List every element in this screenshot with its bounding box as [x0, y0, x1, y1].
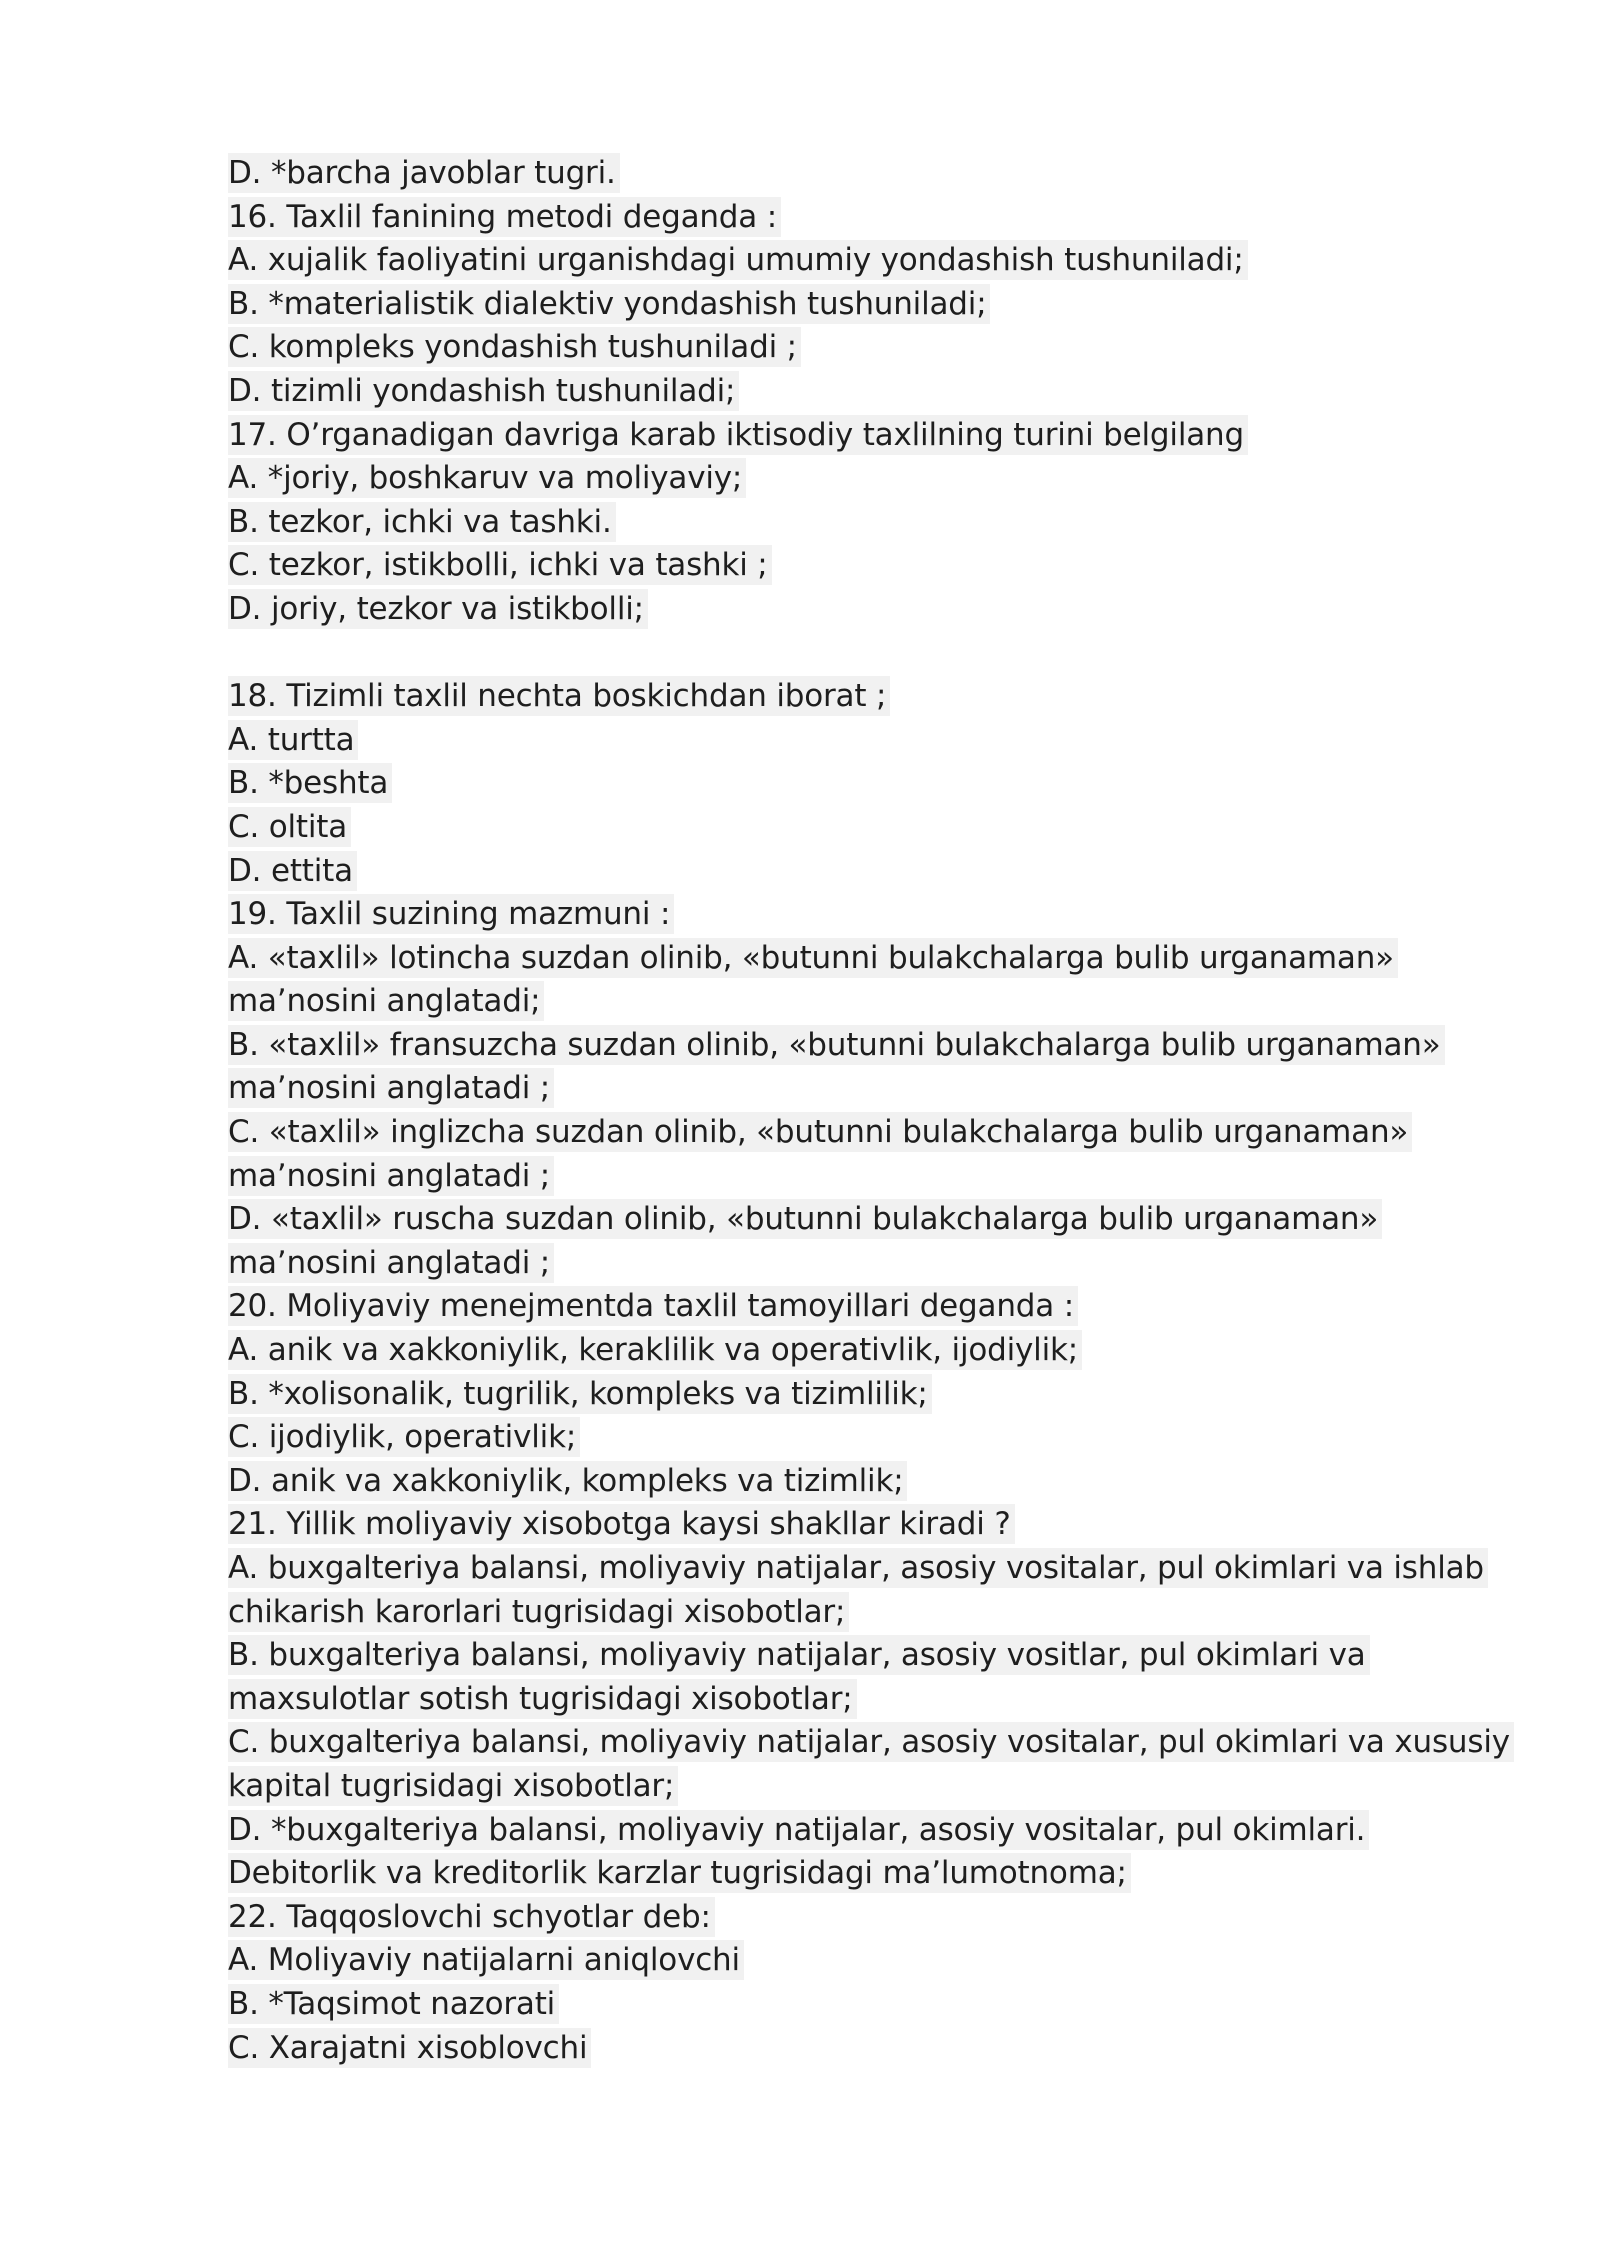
answer-line	[228, 501, 1488, 545]
line-text: maxsulotlar sotish tugrisidagi xisobotlar;	[228, 1679, 857, 1719]
question-line	[228, 1896, 1488, 1940]
answer-line	[228, 1111, 1488, 1155]
line-text: D. tizimli yondashish tushuniladi;	[228, 371, 739, 411]
line-text: D. ettita	[228, 851, 357, 891]
answer-line	[228, 1460, 1488, 1504]
line-text: A. turtta	[228, 720, 358, 760]
line-text: 22. Taqqoslovchi schyotlar deb:	[228, 1897, 715, 1937]
question-line	[228, 414, 1488, 458]
line-text: C. kompleks yondashish tushuniladi ;	[228, 327, 801, 367]
question-line	[228, 1503, 1488, 1547]
line-text: D. «taxlil» ruscha suzdan olinib, «butunni bulakchalarga bulib urganaman»	[228, 1199, 1382, 1239]
line-text: 21. Yillik moliyaviy xisobotga kaysi shakllar kiradi ?	[228, 1504, 1015, 1544]
answer-line	[228, 1765, 1488, 1809]
question-line	[228, 1285, 1488, 1329]
line-text: 18. Tizimli taxlil nechta boskichdan iborat ;	[228, 676, 890, 716]
line-text: ma’nosini anglatadi ;	[228, 1068, 554, 1108]
line-text: B. *Taqsimot nazorati	[228, 1984, 559, 2024]
line-text: D. anik va xakkoniylik, kompleks va tizimlik;	[228, 1461, 907, 1501]
line-text: D. *barcha javoblar tugri.	[228, 153, 620, 193]
document-text	[228, 152, 1510, 2070]
answer-line	[228, 1852, 1488, 1896]
answer-line	[228, 239, 1488, 283]
line-text: C. Xarajatni xisoblovchi	[228, 2028, 591, 2068]
line-text: 17. O’rganadigan davriga karab iktisodiy taxlilning turini belgilang	[228, 415, 1248, 455]
line-text: A. *joriy, boshkaruv va moliyaviy;	[228, 458, 746, 498]
blank-line	[228, 632, 1488, 676]
answer-line	[228, 1198, 1488, 1242]
answer-line	[228, 1983, 1488, 2027]
line-text: kapital tugrisidagi xisobotlar;	[228, 1766, 678, 1806]
answer-line	[228, 457, 1488, 501]
line-text: C. «taxlil» inglizcha suzdan olinib, «butunni bulakchalarga bulib urganaman»	[228, 1112, 1412, 1152]
line-text: D. *buxgalteriya balansi, moliyaviy natijalar, asosiy vositalar, pul okimlari.	[228, 1810, 1369, 1850]
answer-line	[228, 1678, 1488, 1722]
answer-line	[228, 719, 1488, 763]
line-text: C. buxgalteriya balansi, moliyaviy natijalar, asosiy vositalar, pul okimlari va xususiy	[228, 1722, 1514, 1762]
line-text: C. tezkor, istikbolli, ichki va tashki ;	[228, 545, 772, 585]
answer-line	[228, 1939, 1488, 1983]
answer-line	[228, 1809, 1488, 1853]
line-text: 20. Moliyaviy menejmentda taxlil tamoyillari deganda :	[228, 1286, 1078, 1326]
answer-line	[228, 1591, 1488, 1635]
answer-line	[228, 326, 1488, 370]
line-text: D. joriy, tezkor va istikbolli;	[228, 589, 648, 629]
answer-line	[228, 2027, 1488, 2071]
line-text: B. *xolisonalik, tugrilik, kompleks va tizimlilik;	[228, 1374, 932, 1414]
line-text: chikarish karorlari tugrisidagi xisobotlar;	[228, 1592, 849, 1632]
line-text: 19. Taxlil suzining mazmuni :	[228, 894, 674, 934]
answer-line	[228, 1155, 1488, 1199]
answer-line	[228, 937, 1488, 981]
line-text: A. «taxlil» lotincha suzdan olinib, «butunni bulakchalarga bulib urganaman»	[228, 938, 1398, 978]
answer-line	[228, 762, 1488, 806]
answer-line	[228, 1547, 1488, 1591]
line-text: B. «taxlil» fransuzcha suzdan olinib, «butunni bulakchalarga bulib urganaman»	[228, 1025, 1445, 1065]
text-line	[228, 152, 1488, 196]
answer-line	[228, 1024, 1488, 1068]
line-text: B. buxgalteriya balansi, moliyaviy natijalar, asosiy vositlar, pul okimlari va	[228, 1635, 1370, 1675]
question-line	[228, 675, 1488, 719]
line-text: B. *beshta	[228, 763, 392, 803]
answer-line	[228, 850, 1488, 894]
answer-line	[228, 1067, 1488, 1111]
answer-line	[228, 544, 1488, 588]
line-text: A. buxgalteriya balansi, moliyaviy natijalar, asosiy vositalar, pul okimlari va ishlab	[228, 1548, 1488, 1588]
line-text: A. xujalik faoliyatini urganishdagi umumiy yondashish tushuniladi;	[228, 240, 1248, 280]
line-text: ma’nosini anglatadi ;	[228, 1156, 554, 1196]
line-text: A. Moliyaviy natijalarni aniqlovchi	[228, 1940, 744, 1980]
answer-line	[228, 1721, 1510, 1765]
line-text: B. *materialistik dialektiv yondashish tushuniladi;	[228, 284, 990, 324]
answer-line	[228, 1329, 1488, 1373]
answer-line	[228, 1416, 1488, 1460]
answer-line	[228, 1373, 1488, 1417]
answer-line	[228, 1242, 1488, 1286]
line-text: Debitorlik va kreditorlik karzlar tugrisidagi ma’lumotnoma;	[228, 1853, 1131, 1893]
answer-line	[228, 806, 1488, 850]
line-text: B. tezkor, ichki va tashki.	[228, 502, 616, 542]
line-text: ma’nosini anglatadi ;	[228, 1243, 554, 1283]
line-text: C. ijodiylik, operativlik;	[228, 1417, 580, 1457]
answer-line	[228, 980, 1488, 1024]
question-line	[228, 893, 1488, 937]
line-text: C. oltita	[228, 807, 351, 847]
answer-line	[228, 283, 1488, 327]
answer-line	[228, 370, 1488, 414]
answer-line	[228, 588, 1488, 632]
answer-line	[228, 1634, 1488, 1678]
line-text: A. anik va xakkoniylik, keraklilik va operativlik, ijodiylik;	[228, 1330, 1082, 1370]
question-line	[228, 196, 1488, 240]
line-text: ma’nosini anglatadi;	[228, 981, 544, 1021]
line-text: 16. Taxlil fanining metodi deganda :	[228, 197, 781, 237]
